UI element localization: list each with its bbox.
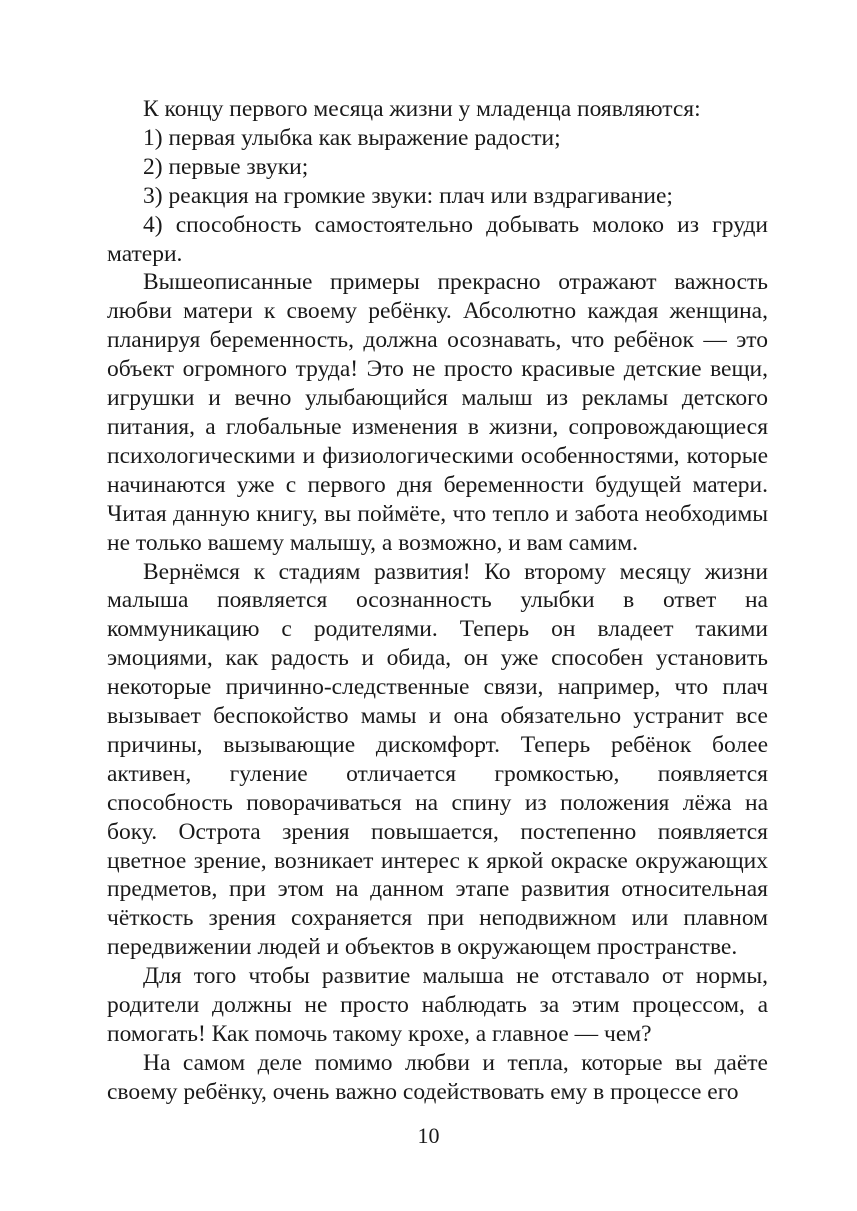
paragraph: Вернёмся к стадиям развития! Ко второму месяцу жизни малыша появляется осознанность улыбки в ответ на коммуникацию с родителями. Теперь он владеет такими эмоциями, как радость и обида, он уже способен установить некоторые причинно-следственные связи, например, что плач вызывает беспокойство мамы и она обязательно устранит все причины, вызывающие дискомфорт. Теперь ребёнок более активен, гуление отличается громкостью, появляется способность поворачиваться на спину из положения лёжа на боку. Острота зрения повышается, постепенно появляется цветное зрение, возникает интерес к яркой окраске окружающих предметов, при этом на данном этапе развития относительная чёткость зрения сохраняется при неподвижном или плавном передвижении людей и объектов в окружающем пространстве. (107, 558, 768, 961)
paragraph: Вышеописанные примеры прекрасно отражают важность любви матери к своему ребёнку. Абсолютно каждая женщина, планируя беременность, должна осознавать, что ребёнок — это объект огромного труда! Это не просто красивые детские вещи, игрушки и вечно улыбающийся малыш из рекламы детского питания, а глобальные изменения в жизни, сопровождающиеся психологическими и физиологическими особенностями, которые начинаются уже с первого дня беременности будущей матери. Читая данную книгу, вы поймёте, что тепло и забота необходимы не только вашему малышу, а возможно, и вам самим. (107, 269, 768, 556)
page-number: 10 (417, 1123, 440, 1148)
list-item: 3) реакция на громкие звуки: плач или вздрагивание; (143, 182, 673, 209)
paragraph: На самом деле помимо любви и тепла, которые вы даёте своему ребёнку, очень важно содействовать ему в процессе его (107, 1049, 768, 1105)
paragraph: Для того чтобы развитие малыша не отставало от нормы, родители должны не просто наблюдать за этим процессом, а помогать! Как помочь такому крохе, а главное — чем? (107, 963, 768, 1047)
list-item: 4) способность самостоятельно добывать молоко из груди матери. (107, 211, 768, 267)
paragraph: К концу первого месяца жизни у младенца появляются: (143, 96, 701, 122)
list-item: 2) первые звуки; (143, 153, 309, 180)
list-item: 1) первая улыбка как выражение радости; (143, 124, 561, 151)
body-text (107, 95, 768, 1107)
